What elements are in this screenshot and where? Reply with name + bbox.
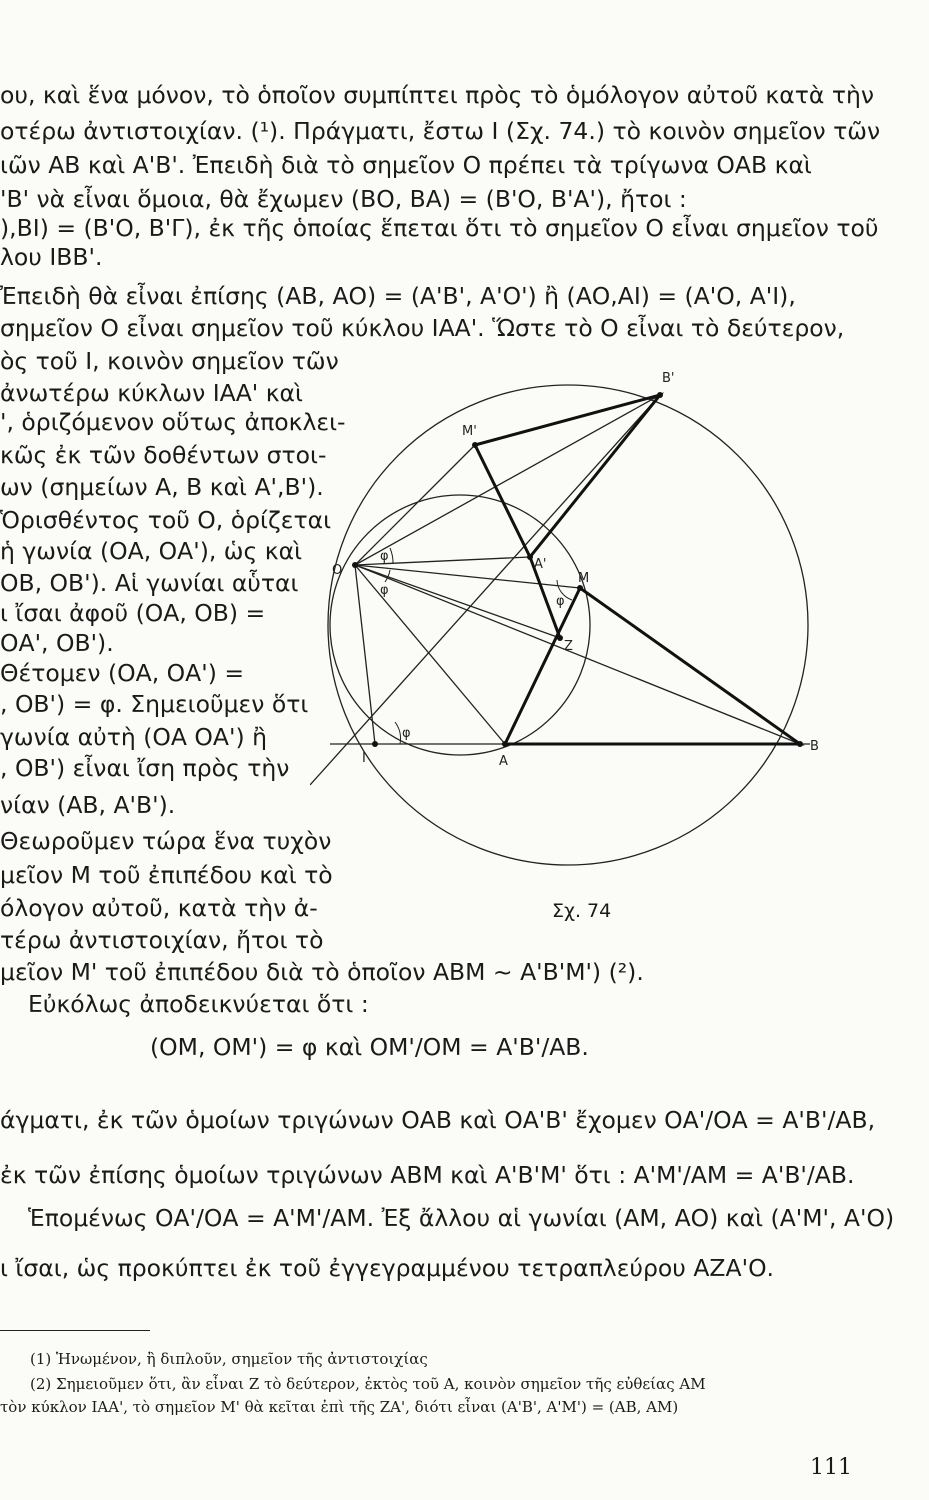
label-b-prime: B'	[662, 371, 675, 386]
text-line: οτέρω ἀντιστοιχίαν. (¹). Πράγματι, ἔστω Ι (Σχ. 74.) τὸ κοινὸν σημεῖον τῶν	[0, 117, 881, 145]
text-line: όλογον αὐτοῦ, κατὰ τὴν ἀ-	[0, 894, 318, 922]
segment-ob-prime	[355, 395, 660, 565]
text-line: ου, καὶ ἕνα μόνον, τὸ ὁποῖον συμπίπτει πρὸς τὸ ὁμόλογον αὐτοῦ κατὰ τὴν	[0, 81, 875, 109]
label-m: M	[578, 571, 590, 586]
text-line: νίαν (ΑΒ, Α'Β').	[0, 791, 176, 819]
point-b-prime	[657, 392, 663, 398]
text-line: ιῶν ΑΒ καὶ Α'Β'. Ἐπειδὴ διὰ τὸ σημεῖον Ο πρέπει τὰ τρίγωνα ΟΑΒ καὶ	[0, 151, 812, 179]
text-line: ΟΒ, ΟΒ'). Αἱ γωνίαι αὗται	[0, 569, 299, 597]
text-line: τέρω ἀντιστοιχίαν, ἤτοι τὸ	[0, 926, 324, 954]
formula-line: άγματι, ἐκ τῶν ὁμοίων τριγώνων ΟΑΒ καὶ ΟΑ'Β' ἔχομεν ΟΑ'/ΟΑ = Α'Β'/ΑΒ,	[0, 1106, 876, 1134]
text-line: Ὁρισθέντος τοῦ Ο, ὁρίζεται	[0, 506, 332, 534]
text-line: Θεωροῦμεν τώρα ἕνα τυχὸν	[0, 827, 332, 855]
text-line: ', ὁριζόμενον οὕτως ἀποκλει-	[0, 408, 346, 436]
label-a: A	[499, 754, 508, 769]
text-line: κῶς ἐκ τῶν δοθέντων στοι-	[0, 441, 327, 469]
text-line: , ΟΒ') = φ. Σημειοῦμεν ὅτι	[0, 690, 309, 718]
text-line: ων (σημείων Α, Β καὶ Α',Β').	[0, 473, 324, 501]
footnote-1: (1) Ἡνωμένον, ἢ διπλοῦν, σημεῖον τῆς ἀντιστοιχίας	[30, 1350, 428, 1368]
page-number: 111	[810, 1455, 852, 1480]
geometry-figure	[310, 360, 860, 900]
text-line: ὸς τοῦ Ι, κοινὸν σημεῖον τῶν	[0, 347, 339, 375]
text-line: ἀνωτέρω κύκλων ΙΑΑ' καὶ	[0, 379, 303, 407]
point-m-prime	[472, 442, 478, 448]
line-ib-prime	[310, 395, 660, 785]
text-line: ἡ γωνία (ΟΑ, ΟΑ'), ὡς καὶ	[0, 537, 303, 565]
footnote-rule	[0, 1330, 150, 1331]
text-line: ι ἴσαι ἀφοῦ (ΟΑ, ΟΒ) =	[0, 599, 266, 627]
text-line: λου ΙΒΒ'.	[0, 243, 103, 271]
text-line: Εὐκόλως ἀποδεικνύεται ὅτι :	[28, 990, 369, 1018]
point-i	[372, 741, 378, 747]
formula-line: ἐκ τῶν ἐπίσης ὁμοίων τριγώνων ΑΒΜ καὶ Α'Β'Μ' ὅτι : Α'Μ'/ΑΜ = Α'Β'/ΑΒ.	[0, 1161, 855, 1189]
point-o	[352, 562, 358, 568]
text-line: μεῖον Μ τοῦ ἐπιπέδου καὶ τὸ	[0, 861, 333, 889]
text-line: μεῖον Μ' τοῦ ἐπιπέδου διὰ τὸ ὁποῖον ΑΒΜ ~ Α'Β'Μ') (²).	[0, 958, 644, 986]
formula-line: Ἑπομένως ΟΑ'/ΟΑ = Α'Μ'/ΑΜ. Ἐξ ἄλλου αἱ γωνίαι (ΑΜ, ΑΟ) καὶ (Α'Μ', Α'Ο)	[28, 1204, 895, 1232]
figure-caption: Σχ. 74	[552, 900, 612, 922]
triangle-a-b-m-prime	[475, 395, 660, 557]
text-line: γωνία αὐτὴ (ΟΑ ΟΑ') ἢ	[0, 723, 268, 751]
label-phi: φ	[380, 549, 389, 564]
point-z	[557, 635, 563, 641]
label-phi: φ	[402, 726, 411, 741]
formula-line: (ΟΜ, ΟΜ') = φ καὶ ΟΜ'/ΟΜ = Α'Β'/ΑΒ.	[150, 1033, 589, 1061]
label-z: Z	[564, 639, 573, 654]
text-line: , ΟΒ') εἶναι ἴση πρὸς τὴν	[0, 754, 290, 782]
label-a-prime: A'	[534, 557, 547, 572]
point-b	[797, 741, 803, 747]
text-line: ΟΑ', ΟΒ').	[0, 629, 114, 657]
text-line: σημεῖον Ο εἶναι σημεῖον τοῦ κύκλου ΙΑΑ'. Ὥστε τὸ Ο εἶναι τὸ δεύτερον,	[0, 314, 845, 342]
text-line: ι ἴσαι, ὡς προκύπτει ἐκ τοῦ ἐγγεγραμμένου τετραπλεύρου ΑΖΑ'Ο.	[0, 1254, 775, 1282]
label-i: I	[362, 751, 366, 766]
text-line: Θέτομεν (ΟΑ, ΟΑ') =	[0, 659, 245, 687]
circle-ibb	[328, 385, 808, 865]
label-phi: φ	[380, 583, 389, 598]
label-o: O	[332, 563, 343, 578]
footnote-2-cont: τὸν κύκλον ΙΑΑ', τὸ σημεῖον Μ' θὰ κεῖται ἐπὶ τῆς ΖΑ', διότι εἶναι (Α'Β', Α'Μ') = (ΑΒ, ΑΜ)	[0, 1398, 679, 1416]
segment-om-prime	[355, 445, 475, 565]
label-b: B	[810, 739, 819, 754]
footnote-2: (2) Σημειοῦμεν ὅτι, ἂν εἶναι Ζ τὸ δεύτερον, ἐκτὸς τοῦ Α, κοινὸν σημεῖον τῆς εὐθείας ΑΜ	[30, 1375, 706, 1393]
segment-oi	[355, 565, 375, 744]
point-a-prime	[527, 554, 533, 560]
label-phi: φ	[556, 594, 565, 609]
point-a	[502, 741, 508, 747]
text-line: 'Β' νὰ εἶναι ὅμοια, θὰ ἔχωμεν (ΒΟ, ΒΑ) = (Β'Ο, Β'Α'), ἤτοι :	[0, 185, 687, 213]
text-line: ),ΒΙ) = (Β'Ο, Β'Γ), ἐκ τῆς ὁποίας ἕπεται ὅτι τὸ σημεῖον Ο εἶναι σημεῖον τοῦ	[0, 214, 879, 242]
label-m-prime: M'	[462, 424, 477, 439]
text-line: Ἐπειδὴ θὰ εἶναι ἐπίσης (ΑΒ, ΑΟ) = (Α'Β', Α'Ο') ἢ (ΑΟ,ΑΙ) = (Α'Ο, Α'Ι),	[0, 282, 796, 310]
angle-arc	[390, 548, 393, 564]
circle-iaa	[330, 495, 590, 755]
